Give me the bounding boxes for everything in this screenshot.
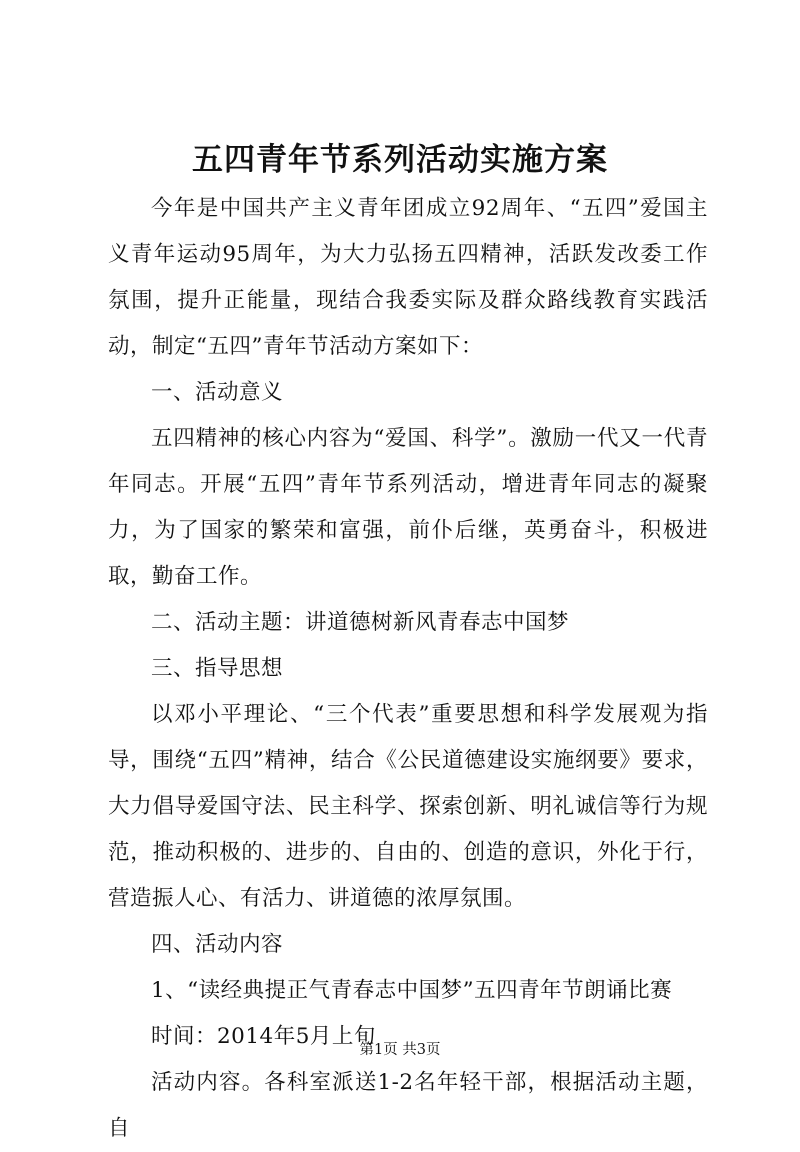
page-footer — [0, 1040, 800, 1060]
section-heading-theme: 二、活动主题：讲道德树新风青春志中国梦 — [151, 610, 570, 635]
significance-paragraph: 五四精神的核心内容为“爱国、科学”。激励一代又一代青年同志。开展“五四”青年节系列活动，增进青年同志的凝聚力，为了国家的繁荣和富强，前仆后继，英勇奋斗，积极进取，勤奋工作。 — [108, 426, 708, 589]
document-body — [108, 186, 708, 1152]
activity-item-title: 1、“读经典提正气青春志中国梦”五四青年节朗诵比赛 — [151, 978, 673, 1003]
section-heading-guiding-thought: 三、指导思想 — [151, 656, 284, 681]
section-heading-activities: 四、活动内容 — [151, 932, 284, 957]
guiding-thought-paragraph: 以邓小平理论、“三个代表”重要思想和科学发展观为指导，围绕“五四”精神，结合《公民道德建设实施纲要》要求，大力倡导爱国守法、民主科学、探索创新、明礼诚信等行为规范，推动积极的、进步的、自由的、创造的意识，外化于行，营造振人心、有活力、讲道德的浓厚氛围。 — [108, 702, 708, 911]
activity-item-time: 时间：2014年5月上旬 — [151, 1024, 376, 1049]
document-title: 五四青年节系列活动实施方案 — [192, 142, 608, 178]
section-heading-significance: 一、活动意义 — [151, 380, 284, 405]
intro-paragraph: 今年是中国共产主义青年团成立92周年、“五四”爱国主义青年运动95周年，为大力弘扬五四精神，活跃发改委工作氛围，提升正能量，现结合我委实际及群众路线教育实践活动，制定“五四”青年节活动方案如下： — [108, 196, 708, 359]
page-indicator: 第1页 共3页 — [359, 1042, 441, 1058]
activity-item-content: 活动内容。各科室派送1-2名年轻干部，根据活动主题，自 — [108, 1070, 708, 1141]
